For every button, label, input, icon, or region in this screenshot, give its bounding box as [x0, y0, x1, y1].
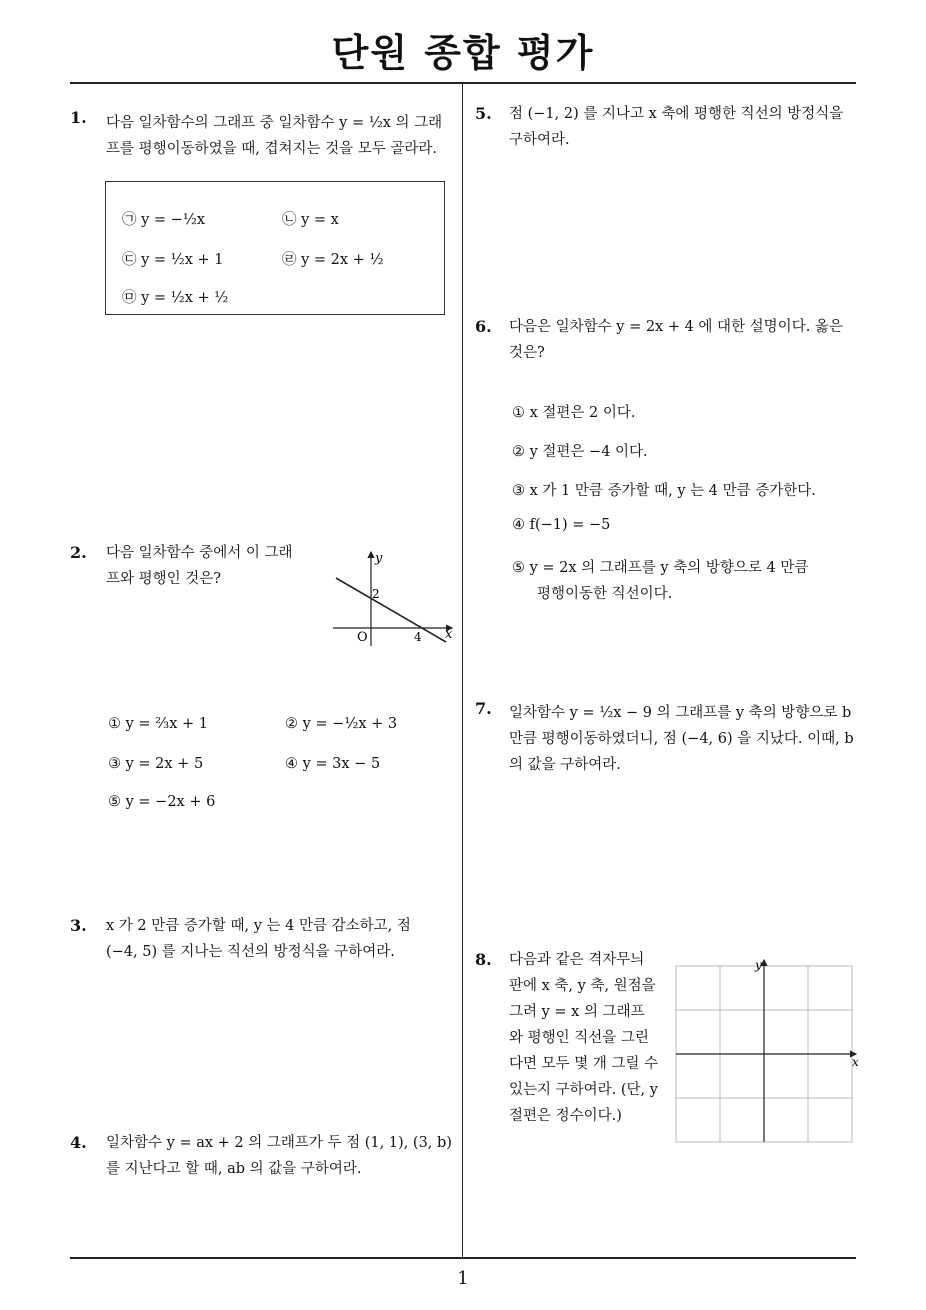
question-text-line: 다음과 같은 격자무늬 [509, 952, 645, 968]
question-text [106, 540, 346, 592]
answer-options-box [105, 181, 445, 315]
question-number: 6. [475, 317, 492, 336]
question-text-line: (−4, 5) 를 지나는 직선의 방정식을 구하여라. [106, 944, 395, 960]
choice-5[interactable]: ⑤ y = 2x 의 그래프를 y 축의 방향으로 4 만큼 [512, 560, 809, 576]
x-axis-label: x [445, 627, 453, 642]
question-number: 7. [475, 699, 492, 718]
question-text-line: 와 평행인 직선을 그린 [509, 1030, 649, 1046]
question-text-line: 만큼 평행이동하였더니, 점 (−4, 6) 을 지났다. 이때, b [509, 731, 854, 747]
footer-rule [70, 1257, 856, 1259]
question-text-line: 다음 일차함수 중에서 이 그래 [106, 545, 293, 561]
question-text [509, 700, 859, 778]
page-number: 1 [457, 1268, 469, 1289]
y-intercept-label: 2 [372, 587, 380, 601]
question-text [509, 314, 859, 366]
option-1[interactable]: ㉠ y = −½x [122, 212, 206, 228]
question-text [106, 110, 466, 162]
question-text-line: 프와 평행인 것은? [106, 571, 222, 587]
y-axis-label: y [375, 551, 383, 566]
choice-2[interactable]: ② y 절편은 −4 이다. [512, 444, 648, 460]
question-text-line: 점 (−1, 2) 를 지나고 x 축에 평행한 직선의 방정식을 [509, 106, 844, 122]
question-number: 1. [70, 108, 87, 127]
x-intercept-label: 4 [414, 630, 422, 644]
question-text-line: 구하여라. [509, 132, 570, 148]
y-axis-label: y [755, 958, 762, 972]
choice-2[interactable]: ② y = −½x + 3 [285, 716, 398, 732]
option-5[interactable]: ㉤ y = ½x + ½ [122, 290, 229, 306]
choice-4[interactable]: ④ y = 3x − 5 [285, 756, 381, 772]
x-axis-label: x [852, 1055, 859, 1069]
question-number: 5. [475, 104, 492, 123]
question-text-line: 절편은 정수이다.) [509, 1108, 622, 1124]
question-number: 8. [475, 950, 492, 969]
choice-5-continued: 평행이동한 직선이다. [537, 586, 673, 602]
line-graph [330, 548, 460, 648]
question-text-line: x 가 2 만큼 증가할 때, y 는 4 만큼 감소하고, 점 [106, 918, 411, 934]
choice-3[interactable]: ③ x 가 1 만큼 증가할 때, y 는 4 만큼 증가한다. [512, 483, 816, 499]
choice-3[interactable]: ③ y = 2x + 5 [108, 756, 204, 772]
choice-5[interactable]: ⑤ y = −2x + 6 [108, 794, 216, 810]
question-text-line: 를 지난다고 할 때, ab 의 값을 구하여라. [106, 1161, 362, 1177]
question-text-line: 다면 모두 몇 개 그릴 수 [509, 1056, 659, 1072]
question-number: 3. [70, 916, 87, 935]
question-text-line: 것은? [509, 345, 545, 361]
grid-board [672, 956, 864, 1146]
column-divider [462, 83, 463, 1257]
option-3[interactable]: ㉢ y = ½x + 1 [122, 252, 224, 268]
question-text [509, 101, 859, 153]
question-number: 2. [70, 543, 87, 562]
question-text-line: 다음 일차함수의 그래프 중 일차함수 y = ½x 의 그래 [106, 115, 443, 131]
option-2[interactable]: ㉡ y = x [282, 212, 339, 228]
question-text-line: 일차함수 y = ½x − 9 의 그래프를 y 축의 방향으로 b [509, 705, 852, 721]
option-4[interactable]: ㉣ y = 2x + ½ [282, 252, 384, 268]
question-text-line: 판에 x 축, y 축, 원점을 [509, 978, 656, 994]
question-text-line: 그려 y = x 의 그래프 [509, 1004, 645, 1020]
question-number: 4. [70, 1133, 87, 1152]
page-title: 단원 종합 평가 [331, 31, 595, 75]
question-text-line: 의 값을 구하여라. [509, 757, 621, 773]
question-text [106, 1130, 456, 1182]
question-text-line: 일차함수 y = ax + 2 의 그래프가 두 점 (1, 1), (3, b) [106, 1135, 452, 1151]
question-text [106, 913, 456, 965]
question-text [509, 947, 674, 1129]
origin-label: O [357, 630, 368, 645]
choice-4[interactable]: ④ f(−1) = −5 [512, 517, 611, 533]
choice-1[interactable]: ① x 절편은 2 이다. [512, 405, 636, 421]
question-text-line: 프를 평행이동하였을 때, 겹쳐지는 것을 모두 골라라. [106, 141, 438, 157]
question-text-line: 다음은 일차함수 y = 2x + 4 에 대한 설명이다. 옳은 [509, 319, 843, 335]
graph-line [336, 578, 446, 642]
question-text-line: 있는지 구하여라. (단, y [509, 1082, 658, 1098]
choice-1[interactable]: ① y = ⅔x + 1 [108, 716, 208, 732]
